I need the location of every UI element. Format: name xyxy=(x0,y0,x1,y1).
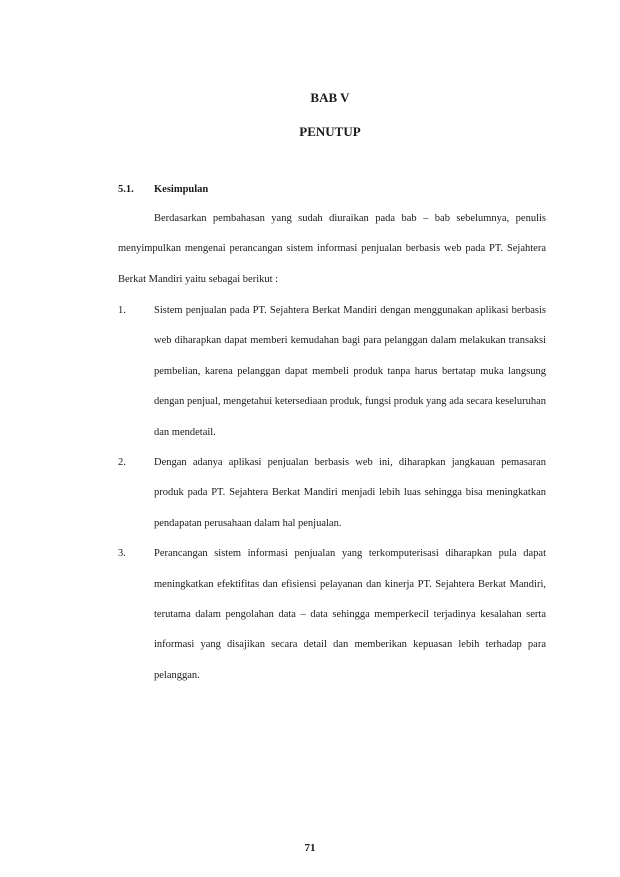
list-item xyxy=(118,448,546,539)
list-item-text: Dengan adanya aplikasi penjualan berbasis web ini, diharapkan jangkauan pemasaran produk pada PT. Sejahtera Berkat Mandiri menjadi lebih luas sehingga bisa meningkatkan pendapatan perusahaan dalam hal penjualan. xyxy=(154,457,546,529)
conclusion-list xyxy=(118,296,546,691)
chapter-title: PENUTUP xyxy=(299,124,361,139)
intro-paragraph: Berdasarkan pembahasan yang sudah diuraikan pada bab – bab sebelumnya, penulis menyimpulkan mengenai perancangan sistem informasi penjualan berbasis web pada PT. Sejahtera Berkat Mandiri yaitu sebagai berikut : xyxy=(118,213,546,285)
list-item-number: 2. xyxy=(118,457,126,469)
section-number: 5.1. xyxy=(118,184,134,195)
list-item-text: Perancangan sistem informasi penjualan yang terkomputerisasi diharapkan pula dapat meningkatkan efektifitas dan efisiensi pelayanan dan kinerja PT. Sejahtera Berkat Mandiri, terutama dalam pengolahan data – data sehingga memperkecil terjadinya kesalahan serta informasi yang disajikan secara detail dan memberikan kepuasan lebih terhadap para pelanggan. xyxy=(154,548,546,681)
list-item-number: 3. xyxy=(118,548,126,560)
chapter-label: BAB V xyxy=(310,90,350,105)
list-item-text: Sistem penjualan pada PT. Sejahtera Berkat Mandiri dengan menggunakan aplikasi berbasis web diharapkan dapat memberi kemudahan bagi para pelanggan dalam melakukan transaksi pembelian, karena pelanggan dapat membeli produk tanpa harus bertatap muka langsung dengan penjual, mengetahui ketersediaan produk, fungsi produk yang ada secara keseluruhan dan mendetail. xyxy=(154,305,546,438)
list-item xyxy=(118,296,546,448)
page-number: 71 xyxy=(304,842,316,854)
list-item xyxy=(118,539,546,691)
section-heading xyxy=(118,184,208,195)
list-item-number: 1. xyxy=(118,305,126,316)
section-title: Kesimpulan xyxy=(154,184,209,195)
